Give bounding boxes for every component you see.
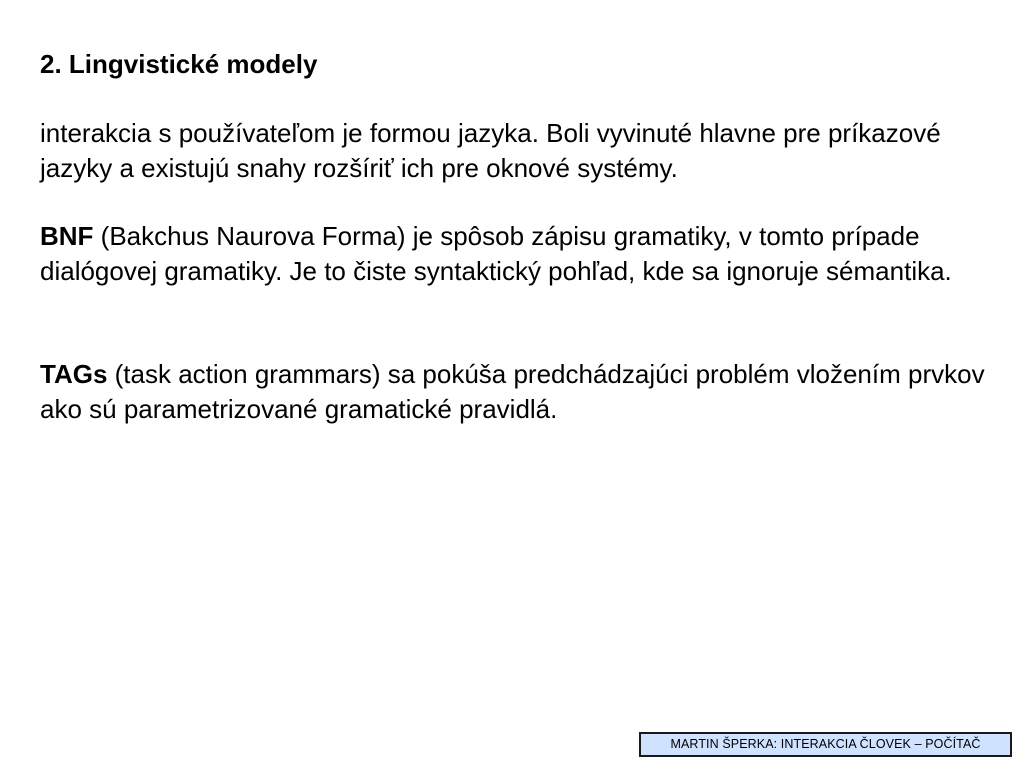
tags-paragraph [40, 357, 1000, 426]
bnf-paragraph [40, 219, 1000, 288]
intro-paragraph-text: interakcia s používateľom je formou jazyka. Boli vyvinuté hlavne pre príkazové jazyky a existujú snahy rozšíriť ich pre oknové systémy. [40, 118, 941, 183]
bnf-description: (Bakchus Naurova Forma) je spôsob zápisu gramatiky, v tomto prípade dialógovej gramatiky. Je to čiste syntaktický pohľad, kde sa ignoruje sémantika. [40, 221, 952, 286]
tags-description: (task action grammars) sa pokúša predchádzajúci problém vložením prvkov ako sú parametrizované gramatické pravidlá. [40, 359, 985, 424]
bnf-term: BNF [40, 221, 94, 251]
slide-title: 2. Lingvistické modely [40, 49, 318, 79]
tags-term: TAGs [40, 359, 108, 389]
footer-label: MARTIN ŠPERKA: INTERAKCIA ČLOVEK – POČÍTAČ [639, 732, 1012, 757]
intro-paragraph [40, 116, 1000, 185]
